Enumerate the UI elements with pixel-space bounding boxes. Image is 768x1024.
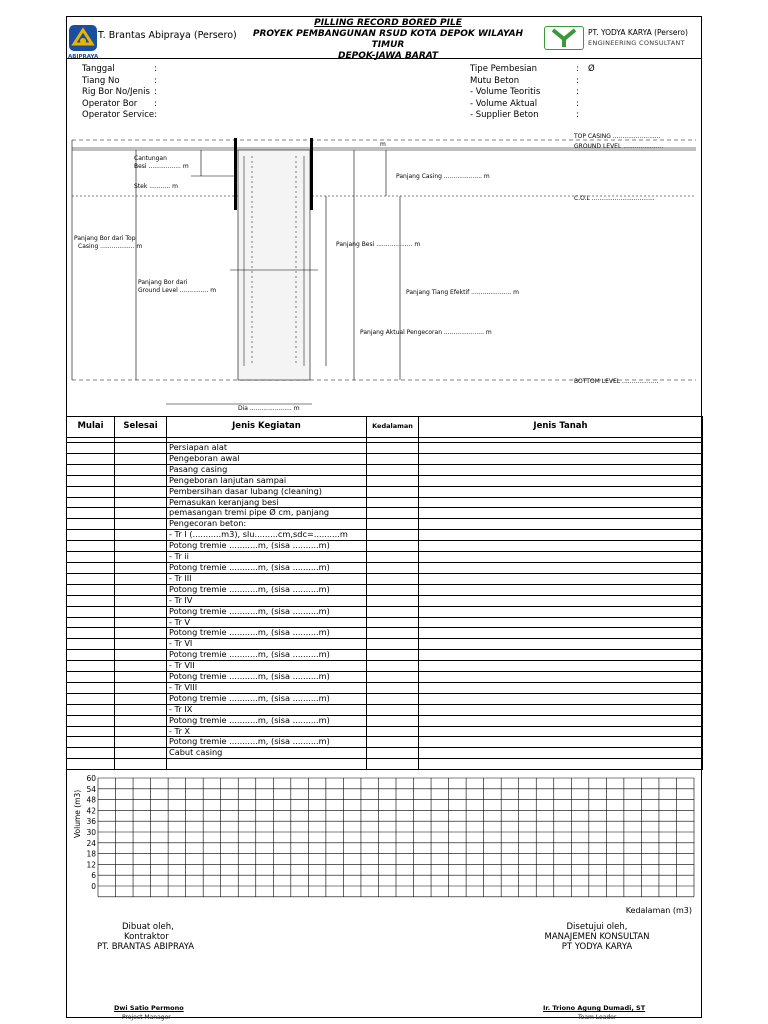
table-row [67, 759, 703, 770]
ground-level-label: GROUND LEVEL ..................... [574, 143, 664, 150]
cell-selesai[interactable] [115, 628, 167, 639]
cell-kegiatan: Potong tremie ...........m, (sisa ..........m) [167, 715, 367, 726]
table-row [67, 497, 703, 508]
cell-mulai[interactable] [67, 475, 115, 486]
info-row [470, 110, 595, 122]
cantungan-label-1: Cantungan [134, 155, 167, 162]
cell-mulai[interactable] [67, 737, 115, 748]
y-tick-label: 6 [91, 871, 96, 881]
consultant-subtitle: ENGINEERING CONSULTANT [588, 39, 685, 47]
info-label: - Supplier Beton [470, 110, 539, 121]
col-jenis-tanah: Jenis Tanah [419, 417, 703, 438]
cell-mulai[interactable] [67, 704, 115, 715]
table-row [67, 508, 703, 519]
info-right [470, 64, 595, 122]
cell-tanah[interactable] [419, 541, 703, 552]
cell-kedalaman[interactable] [367, 453, 419, 464]
info-value: Ø [588, 64, 595, 74]
cell-mulai[interactable] [67, 486, 115, 497]
cell-tanah[interactable] [419, 508, 703, 519]
cell-mulai[interactable] [67, 464, 115, 475]
cell-selesai[interactable] [115, 562, 167, 573]
cell-mulai[interactable] [67, 759, 115, 770]
cell-mulai[interactable] [67, 497, 115, 508]
cell-kedalaman[interactable] [367, 650, 419, 661]
aktual-pengecoran-label: Panjang Aktual Pengecoran ..................... m [360, 329, 492, 336]
table-row [67, 672, 703, 683]
table-row [67, 748, 703, 759]
table-row [67, 562, 703, 573]
info-colon: : [154, 87, 157, 98]
cell-selesai[interactable] [115, 443, 167, 454]
stek-label: Stek ........... m [134, 183, 178, 190]
cell-mulai[interactable] [67, 453, 115, 464]
info-colon: : [576, 110, 579, 121]
cell-selesai[interactable] [115, 661, 167, 672]
table-header-row [67, 417, 703, 438]
cell-kedalaman[interactable] [367, 715, 419, 726]
cell-kedalaman[interactable] [367, 519, 419, 530]
cell-kedalaman[interactable] [367, 748, 419, 759]
info-row [470, 64, 595, 76]
table-row [67, 715, 703, 726]
cell-kedalaman[interactable] [367, 726, 419, 737]
cell-selesai[interactable] [115, 672, 167, 683]
bor-ground-label-2: Ground Level ............... m [138, 287, 217, 294]
info-label: - Volume Aktual [470, 98, 538, 109]
cell-kegiatan: - Tr VII [167, 661, 367, 672]
y-tick-label: 0 [91, 882, 96, 891]
volume-grid-chart [66, 772, 702, 915]
consultant-signatory-title: Team Leader [578, 1014, 617, 1021]
cell-kedalaman[interactable] [367, 475, 419, 486]
bottom-level-label: BOTTOM LEVEL ................... [574, 378, 659, 385]
title-line-1: PILLING RECORD BORED PILE [314, 18, 462, 28]
cell-tanah[interactable] [419, 464, 703, 475]
cell-kegiatan: Potong tremie ...........m, (sisa ..........m) [167, 562, 367, 573]
cell-selesai[interactable] [115, 650, 167, 661]
cell-tanah[interactable] [419, 650, 703, 661]
cell-kegiatan: - Tr IX [167, 704, 367, 715]
cell-selesai[interactable] [115, 573, 167, 584]
table-row [67, 519, 703, 530]
table-row [67, 682, 703, 693]
cell-kegiatan: - Tr VIII [167, 682, 367, 693]
cell-kegiatan: Pasang casing [167, 464, 367, 475]
cell-kedalaman[interactable] [367, 693, 419, 704]
cell-kedalaman[interactable] [367, 737, 419, 748]
cell-tanah[interactable] [419, 595, 703, 606]
cell-kedalaman[interactable] [367, 606, 419, 617]
cell-tanah[interactable] [419, 693, 703, 704]
cell-kedalaman[interactable] [367, 541, 419, 552]
col-jenis-kegiatan: Jenis Kegiatan [167, 417, 367, 438]
cell-tanah[interactable] [419, 748, 703, 759]
cell-selesai[interactable] [115, 541, 167, 552]
info-row [82, 76, 157, 88]
cell-selesai[interactable] [115, 704, 167, 715]
info-row [82, 99, 157, 111]
cell-kegiatan: Cabut casing [167, 748, 367, 759]
m-top-label: m [380, 141, 386, 148]
cell-tanah[interactable] [419, 715, 703, 726]
header-divider [66, 58, 702, 59]
y-tick-label: 12 [86, 860, 96, 870]
cell-kedalaman[interactable] [367, 661, 419, 672]
info-colon: : [576, 98, 579, 109]
table-row [67, 464, 703, 475]
cell-selesai[interactable] [115, 453, 167, 464]
info-row [470, 99, 595, 111]
cell-kegiatan: - Tr III [167, 573, 367, 584]
consultant-signatory: Ir. Triono Agung Dumadi, ST [543, 1004, 646, 1012]
y-tick-label: 54 [86, 784, 96, 794]
info-label: - Volume Teoritis [470, 87, 541, 98]
cell-mulai[interactable] [67, 552, 115, 563]
cell-kegiatan: Potong tremie ...........m, (sisa ..........m) [167, 541, 367, 552]
bor-top-label-1: Panjang Bor dari Top [74, 235, 136, 242]
cell-selesai[interactable] [115, 595, 167, 606]
table-row [67, 443, 703, 454]
cell-kedalaman[interactable] [367, 464, 419, 475]
cell-tanah[interactable] [419, 497, 703, 508]
cell-kedalaman[interactable] [367, 704, 419, 715]
cell-mulai[interactable] [67, 508, 115, 519]
cell-mulai[interactable] [67, 650, 115, 661]
cell-mulai[interactable] [67, 682, 115, 693]
cell-kegiatan: Potong tremie ...........m, (sisa ..........m) [167, 737, 367, 748]
info-colon: : [154, 75, 157, 86]
cell-tanah[interactable] [419, 530, 703, 541]
cell-selesai[interactable] [115, 530, 167, 541]
info-left [82, 64, 157, 122]
col-mulai: Mulai [67, 417, 115, 438]
casing-left [234, 138, 237, 210]
cell-kedalaman[interactable] [367, 682, 419, 693]
cantungan-label-2: Besi ................. m [134, 163, 189, 170]
cell-kedalaman[interactable] [367, 508, 419, 519]
cell-kedalaman[interactable] [367, 639, 419, 650]
cell-kegiatan: Potong tremie ...........m, (sisa ..........m) [167, 693, 367, 704]
abipraya-logo-text: ABIPRAYA [68, 54, 99, 60]
cell-selesai[interactable] [115, 464, 167, 475]
panjang-besi-label: Panjang Besi ................... m [336, 241, 421, 248]
y-tick-label: 36 [86, 817, 96, 827]
cell-mulai[interactable] [67, 562, 115, 573]
x-axis-label: Kedalaman (m3) [625, 905, 692, 915]
info-colon: : [576, 87, 579, 98]
table-row [67, 726, 703, 737]
cell-kegiatan [167, 759, 367, 770]
info-colon: : [576, 64, 579, 74]
cell-selesai[interactable] [115, 737, 167, 748]
sign-left-line-1: Dibuat oleh, [122, 922, 174, 932]
cell-kegiatan: Potong tremie ...........m, (sisa ..........m) [167, 584, 367, 595]
cell-kedalaman[interactable] [367, 759, 419, 770]
sign-left-line-2: Kontraktor [124, 932, 169, 942]
cell-selesai[interactable] [115, 639, 167, 650]
info-label: Operator Bor [82, 98, 138, 109]
info-label: Rig Bor No/Jenis [82, 87, 150, 98]
cell-mulai[interactable] [67, 584, 115, 595]
table-row [67, 628, 703, 639]
y-tick-label: 48 [86, 795, 96, 805]
table-row [67, 573, 703, 584]
cell-selesai[interactable] [115, 508, 167, 519]
cell-kedalaman[interactable] [367, 443, 419, 454]
cell-mulai[interactable] [67, 530, 115, 541]
cell-kegiatan: - Tr V [167, 617, 367, 628]
bor-ground-label-1: Panjang Bor dari [138, 279, 188, 286]
cell-kegiatan: - Tr I (...........m3), slu.........cm,sdc=..........m [167, 530, 367, 541]
y-tick-label: 24 [86, 838, 96, 848]
cell-kegiatan: Potong tremie ...........m, (sisa ..........m) [167, 628, 367, 639]
table-row [67, 453, 703, 464]
table-row [67, 595, 703, 606]
cell-tanah[interactable] [419, 606, 703, 617]
cell-mulai[interactable] [67, 639, 115, 650]
cell-kedalaman[interactable] [367, 584, 419, 595]
cell-selesai[interactable] [115, 693, 167, 704]
info-colon: : [154, 110, 157, 121]
cell-kegiatan: - Tr VI [167, 639, 367, 650]
cell-kegiatan: Potong tremie ...........m, (sisa ..........m) [167, 672, 367, 683]
cell-selesai[interactable] [115, 552, 167, 563]
y-tick-label: 42 [86, 806, 96, 816]
y-tick-label: 60 [86, 774, 96, 783]
cell-tanah[interactable] [419, 475, 703, 486]
cell-tanah[interactable] [419, 628, 703, 639]
contractor-signatory: Dwi Satio Permono [114, 1004, 184, 1012]
panjang-casing-label: Panjang Casing .................... m [396, 173, 490, 180]
sign-right-line-1: Disetujui oleh, [566, 922, 628, 932]
cell-tanah[interactable] [419, 573, 703, 584]
cell-kegiatan: - Tr IV [167, 595, 367, 606]
cell-selesai[interactable] [115, 748, 167, 759]
cell-selesai[interactable] [115, 617, 167, 628]
cell-mulai[interactable] [67, 748, 115, 759]
col-label: C.O.L ................................. [574, 195, 655, 202]
cell-selesai[interactable] [115, 584, 167, 595]
info-label: Mutu Beton [470, 75, 520, 86]
cell-selesai[interactable] [115, 497, 167, 508]
cell-mulai[interactable] [67, 595, 115, 606]
info-colon: : [576, 75, 579, 86]
info-colon: : [154, 64, 157, 74]
cell-mulai[interactable] [67, 443, 115, 454]
info-label: Tipe Pembesian [470, 64, 537, 74]
cell-selesai[interactable] [115, 475, 167, 486]
cell-kedalaman[interactable] [367, 595, 419, 606]
info-row [82, 110, 157, 122]
cell-kedalaman[interactable] [367, 562, 419, 573]
table-row [67, 661, 703, 672]
cell-mulai[interactable] [67, 606, 115, 617]
cell-mulai[interactable] [67, 628, 115, 639]
consultant-signature-block [532, 922, 662, 952]
info-row [82, 64, 157, 76]
cell-selesai[interactable] [115, 606, 167, 617]
cell-mulai[interactable] [67, 661, 115, 672]
cell-kegiatan: Persiapan alat [167, 443, 367, 454]
cell-mulai[interactable] [67, 519, 115, 530]
title-line-2: PROYEK PEMBANGUNAN RSUD KOTA DEPOK WILAYAH TIMUR [252, 29, 524, 50]
cell-mulai[interactable] [67, 726, 115, 737]
pile-body [238, 150, 310, 380]
cell-selesai[interactable] [115, 682, 167, 693]
cell-tanah[interactable] [419, 562, 703, 573]
cell-selesai[interactable] [115, 759, 167, 770]
title-line-3: DEPOK-JAWA BARAT [338, 51, 438, 61]
cell-tanah[interactable] [419, 726, 703, 737]
cell-tanah[interactable] [419, 661, 703, 672]
info-row [470, 76, 595, 88]
cell-selesai[interactable] [115, 726, 167, 737]
table-row [67, 650, 703, 661]
cell-tanah[interactable] [419, 443, 703, 454]
cell-kegiatan: Pengeboran lanjutan sampai [167, 475, 367, 486]
table-row [67, 552, 703, 563]
cell-kedalaman[interactable] [367, 552, 419, 563]
cell-tanah[interactable] [419, 617, 703, 628]
cell-kegiatan: Pengecoran beton: [167, 519, 367, 530]
info-colon: : [154, 98, 157, 109]
cell-selesai[interactable] [115, 486, 167, 497]
cell-tanah[interactable] [419, 552, 703, 563]
bored-pile-diagram [66, 126, 702, 416]
cell-mulai[interactable] [67, 672, 115, 683]
cell-tanah[interactable] [419, 672, 703, 683]
cell-tanah[interactable] [419, 737, 703, 748]
cell-mulai[interactable] [67, 693, 115, 704]
info-label: Tiang No [82, 75, 120, 86]
consultant-name: PT. YODYA KARYA (Persero) [588, 28, 688, 37]
cell-kedalaman[interactable] [367, 530, 419, 541]
table-row [67, 475, 703, 486]
cell-kegiatan: Potong tremie ...........m, (sisa ..........m) [167, 606, 367, 617]
table-row [67, 617, 703, 628]
table-row [67, 584, 703, 595]
cell-kegiatan: Pembersihan dasar lubang (cleaning) [167, 486, 367, 497]
info-row [82, 87, 157, 99]
consultant-header [538, 22, 698, 52]
cell-tanah[interactable] [419, 486, 703, 497]
cell-tanah[interactable] [419, 519, 703, 530]
cell-mulai[interactable] [67, 715, 115, 726]
col-selesai: Selesai [115, 417, 167, 438]
activity-body [67, 438, 703, 770]
cell-tanah[interactable] [419, 682, 703, 693]
contractor-signature-block [82, 922, 212, 952]
cell-kedalaman[interactable] [367, 628, 419, 639]
table-row [67, 704, 703, 715]
casing-right [310, 138, 313, 210]
cell-kegiatan: Potong tremie ...........m, (sisa ..........m) [167, 650, 367, 661]
cell-kedalaman[interactable] [367, 497, 419, 508]
info-row [470, 87, 595, 99]
y-axis-label: Volume (m3) [73, 789, 82, 838]
cell-kegiatan: Pengeboran awal [167, 453, 367, 464]
bor-top-label-2: Casing .................. m [78, 243, 143, 250]
contractor-signatory-title: Project Manager [122, 1014, 171, 1021]
cell-kedalaman[interactable] [367, 486, 419, 497]
dia-label: Dia ...................... m [238, 405, 300, 412]
top-casing-label: TOP CASING ......................... [574, 133, 661, 140]
cell-kegiatan: pemasangan tremi pipe Ø cm, panjang [167, 508, 367, 519]
cell-mulai[interactable] [67, 617, 115, 628]
table-row [67, 693, 703, 704]
sign-left-line-3: PT. BRANTAS ABIPRAYA [97, 942, 195, 952]
table-row [67, 639, 703, 650]
document-title [238, 18, 538, 62]
cell-kegiatan: Pemasukan keranjang besi [167, 497, 367, 508]
y-tick-label: 30 [86, 828, 96, 837]
cell-kedalaman[interactable] [367, 617, 419, 628]
cell-kegiatan: - Tr ii [167, 552, 367, 563]
cell-tanah[interactable] [419, 704, 703, 715]
cell-kegiatan: - Tr X [167, 726, 367, 737]
col-kedalaman: Kedalaman [367, 417, 419, 438]
sign-right-line-3: PT YODYA KARYA [561, 942, 633, 952]
sign-right-line-2: MANAJEMEN KONSULTAN [544, 932, 650, 942]
cell-mulai[interactable] [67, 541, 115, 552]
cell-kedalaman[interactable] [367, 672, 419, 683]
cell-kedalaman[interactable] [367, 573, 419, 584]
table-row [67, 530, 703, 541]
info-label: Operator Service [82, 110, 155, 121]
table-row [67, 606, 703, 617]
table-row [67, 486, 703, 497]
cell-tanah[interactable] [419, 759, 703, 770]
y-tick-label: 18 [86, 849, 96, 859]
cell-selesai[interactable] [115, 519, 167, 530]
cell-selesai[interactable] [115, 715, 167, 726]
table-row [67, 541, 703, 552]
table-row [67, 737, 703, 748]
yodya-logo-icon [544, 26, 584, 50]
contractor-name: T. Brantas Abipraya (Persero) [98, 30, 237, 41]
cell-tanah[interactable] [419, 639, 703, 650]
cell-mulai[interactable] [67, 573, 115, 584]
tiang-efektif-label: Panjang Tiang Efektif ..................... m [406, 289, 519, 296]
cell-tanah[interactable] [419, 584, 703, 595]
info-label: Tanggal [82, 64, 115, 74]
activity-table [66, 416, 703, 770]
cell-tanah[interactable] [419, 453, 703, 464]
